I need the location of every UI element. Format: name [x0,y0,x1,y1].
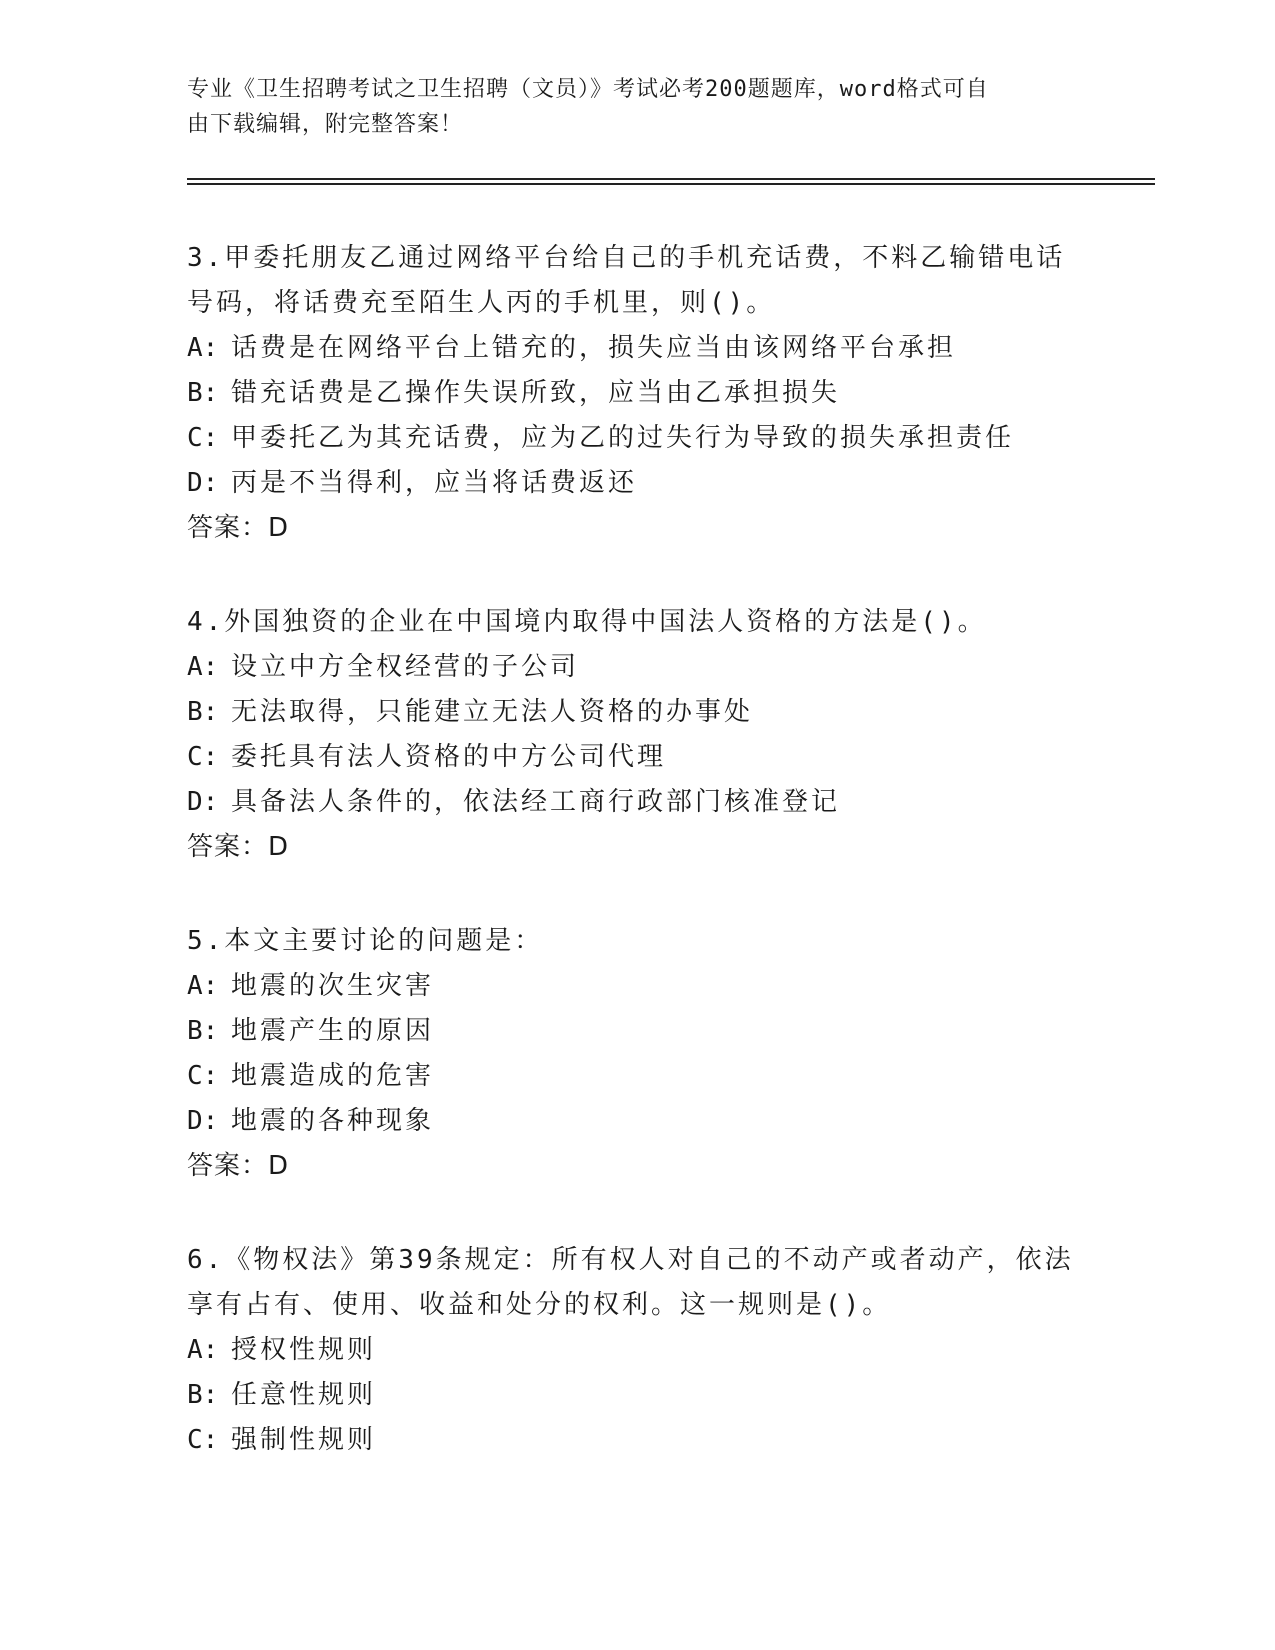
option-letter: D: [187,1106,219,1136]
option-b [187,371,1087,416]
question-text: 6.《物权法》第39条规定：所有权人对自己的不动产或者动产，依法 [187,1245,1074,1275]
option-c [187,1418,1087,1463]
option-d [187,1099,1087,1144]
option-text: 任意性规则 [231,1380,377,1410]
option-letter: B: [187,1016,219,1046]
option-letter: A: [187,652,219,682]
option-letter: A: [187,333,219,363]
option-d [187,461,1087,506]
option-text: 授权性规则 [231,1335,377,1365]
question-text: 3.甲委托朋友乙通过网络平台给自己的手机充话费，不料乙输错电话 [187,243,1066,273]
option-text: 无法取得，只能建立无法人资格的办事处 [231,697,754,727]
option-a [187,645,1087,690]
option-a [187,1328,1087,1373]
option-text: 强制性规则 [231,1425,377,1455]
option-c [187,416,1087,461]
option-letter: A: [187,971,219,1001]
option-a [187,964,1087,1009]
document-header [187,72,1087,142]
option-letter: B: [187,697,219,727]
option-c [187,1054,1087,1099]
option-text: 话费是在网络平台上错充的，损失应当由该网络平台承担 [231,333,957,363]
option-letter: C: [187,1061,219,1091]
question-text: 4.外国独资的企业在中国境内取得中国法人资格的方法是()。 [187,607,987,637]
answer-line: 答案：D [187,1151,290,1181]
option-text: 地震的次生灾害 [231,971,435,1001]
answer-line: 答案：D [187,832,290,862]
option-letter: D: [187,468,219,498]
question-item [187,1238,1087,1463]
option-b [187,690,1087,735]
option-b [187,1373,1087,1418]
question-text: 号码，将话费充至陌生人丙的手机里，则()。 [187,288,776,318]
option-text: 地震产生的原因 [231,1016,435,1046]
option-text: 甲委托乙为其充话费，应为乙的过失行为导致的损失承担责任 [231,423,1015,453]
option-b [187,1009,1087,1054]
question-item [187,236,1087,551]
header-line-2: 由下载编辑，附完整答案！ [187,112,464,137]
option-text: 具备法人条件的，依法经工商行政部门核准登记 [231,787,841,817]
question-item [187,919,1087,1189]
option-text: 地震造成的危害 [231,1061,435,1091]
option-text: 错充话费是乙操作失误所致，应当由乙承担损失 [231,378,841,408]
option-a [187,326,1087,371]
header-line-1: 专业《卫生招聘考试之卫生招聘（文员）》考试必考200题题库，word格式可自 [187,77,989,102]
option-letter: C: [187,1425,219,1455]
question-text: 5.本文主要讨论的问题是： [187,926,544,956]
question-list [187,236,1087,1512]
option-letter: C: [187,423,219,453]
option-letter: C: [187,742,219,772]
option-text: 设立中方全权经营的子公司 [231,652,580,682]
question-item [187,600,1087,870]
header-divider-top [187,178,1155,180]
option-text: 地震的各种现象 [231,1106,435,1136]
option-c [187,735,1087,780]
option-text: 委托具有法人资格的中方公司代理 [231,742,667,772]
answer-line: 答案：D [187,513,290,543]
option-letter: A: [187,1335,219,1365]
option-letter: B: [187,1380,219,1410]
option-letter: B: [187,378,219,408]
header-divider-bottom [187,183,1155,185]
option-d [187,780,1087,825]
option-letter: D: [187,787,219,817]
question-text: 享有占有、使用、收益和处分的权利。这一规则是()。 [187,1290,892,1320]
option-text: 丙是不当得利，应当将话费返还 [231,468,638,498]
